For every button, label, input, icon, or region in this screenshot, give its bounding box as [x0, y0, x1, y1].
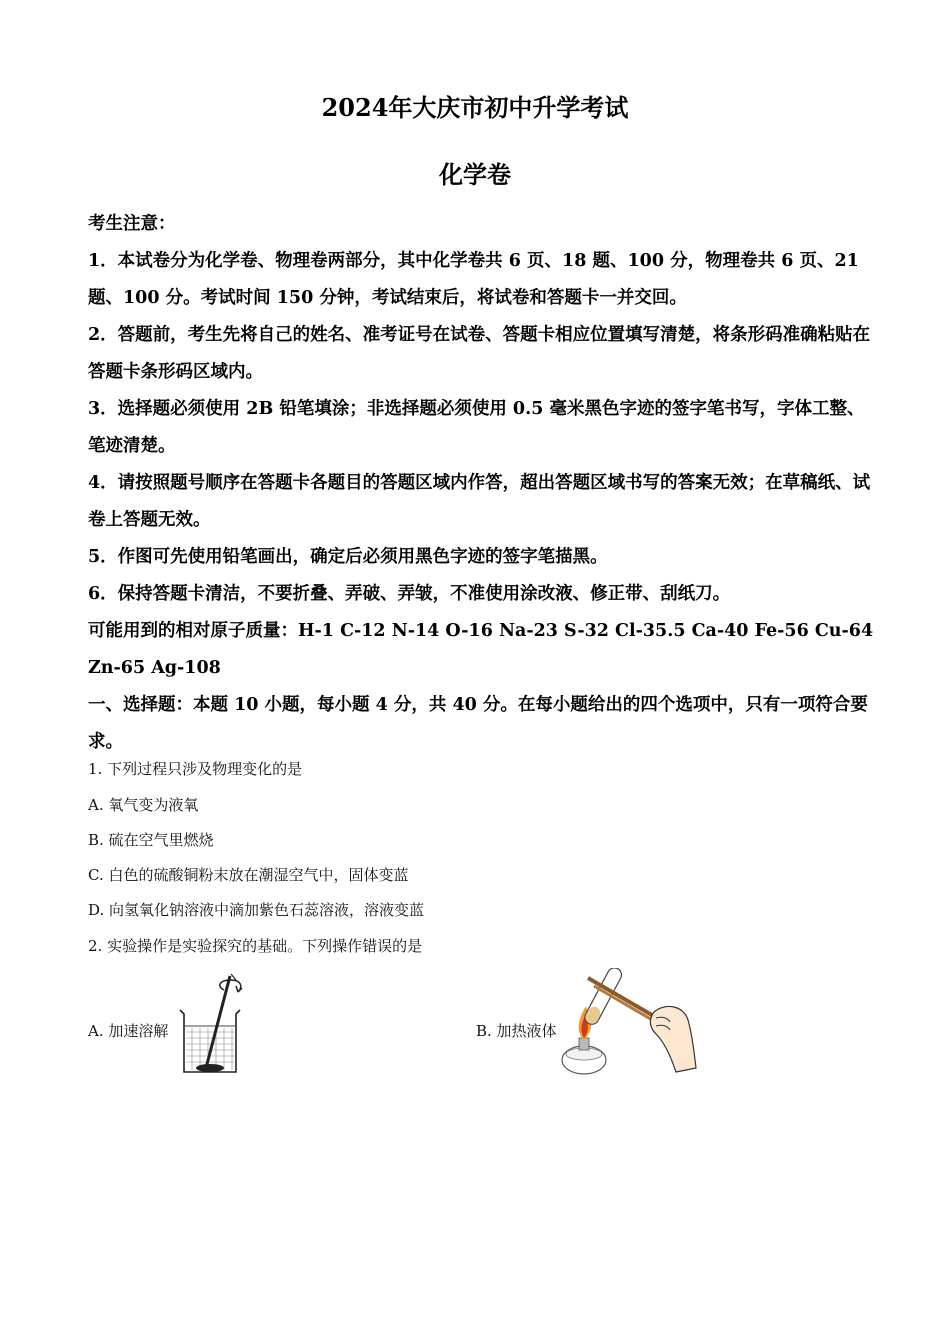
question-2-option-b: B. 加热液体	[476, 1022, 557, 1040]
exam-subtitle: 化学卷	[439, 160, 511, 189]
notice-item-6: 6．保持答题卡清洁，不要折叠、弄破、弄皱，不准使用涂改液、修正带、刮纸刀。	[88, 584, 731, 604]
question-2-options	[88, 968, 874, 1078]
question-1-option-d: D. 向氢氧化钠溶液中滴加紫色石蕊溶液，溶液变蓝	[88, 901, 425, 919]
heating-test-tube-icon	[558, 968, 698, 1080]
notice-heading: 考生注意：	[88, 214, 176, 234]
notice-section	[88, 206, 874, 761]
notice-item-2: 2．答题前，考生先将自己的姓名、准考证号在试卷、答题卡相应位置填写清楚，将条形码准确粘贴在答题卡条形码区域内。	[88, 325, 871, 382]
atomic-masses: 可能用到的相对原子质量：H-1 C-12 N-14 O-16 Na-23 S-32 Cl-35.5 Ca-40 Fe-56 Cu-64 Zn-65 Ag-108	[88, 621, 874, 678]
notice-item-3: 3．选择题必须使用 2B 铅笔填涂；非选择题必须使用 0.5 毫米黑色字迹的签字笔书写，字体工整、笔迹清楚。	[88, 399, 865, 456]
question-1-option-b: B. 硫在空气里燃烧	[88, 831, 214, 849]
question-2-option-a: A. 加速溶解	[88, 1022, 169, 1040]
beaker-stirring-icon	[176, 968, 246, 1076]
question-1-stem: 1. 下列过程只涉及物理变化的是	[88, 760, 303, 778]
question-2-stem: 2. 实验操作是实验探究的基础。下列操作错误的是	[88, 937, 423, 955]
section-heading: 一、选择题：本题 10 小题，每小题 4 分，共 40 分。在每小题给出的四个选项中，只有一项符合要求。	[88, 695, 868, 752]
question-1-option-c: C. 白色的硫酸铜粉末放在潮湿空气中，固体变蓝	[88, 866, 409, 884]
exam-title: 2024年大庆市初中升学考试	[321, 93, 629, 122]
question-1-option-a: A. 氧气变为液氧	[88, 796, 199, 814]
notice-item-4: 4．请按照题号顺序在答题卡各题目的答题区域内作答，超出答题区域书写的答案无效；在草稿纸、试卷上答题无效。	[88, 473, 871, 530]
notice-item-1: 1．本试卷分为化学卷、物理卷两部分，其中化学卷共 6 页、18 题、100 分，物理卷共 6 页、21 题、100 分。考试时间 150 分钟，考试结束后，将试卷和答题卡一并交回。	[88, 251, 859, 308]
notice-item-5: 5．作图可先使用铅笔画出，确定后必须用黑色字迹的签字笔描黑。	[88, 547, 608, 567]
